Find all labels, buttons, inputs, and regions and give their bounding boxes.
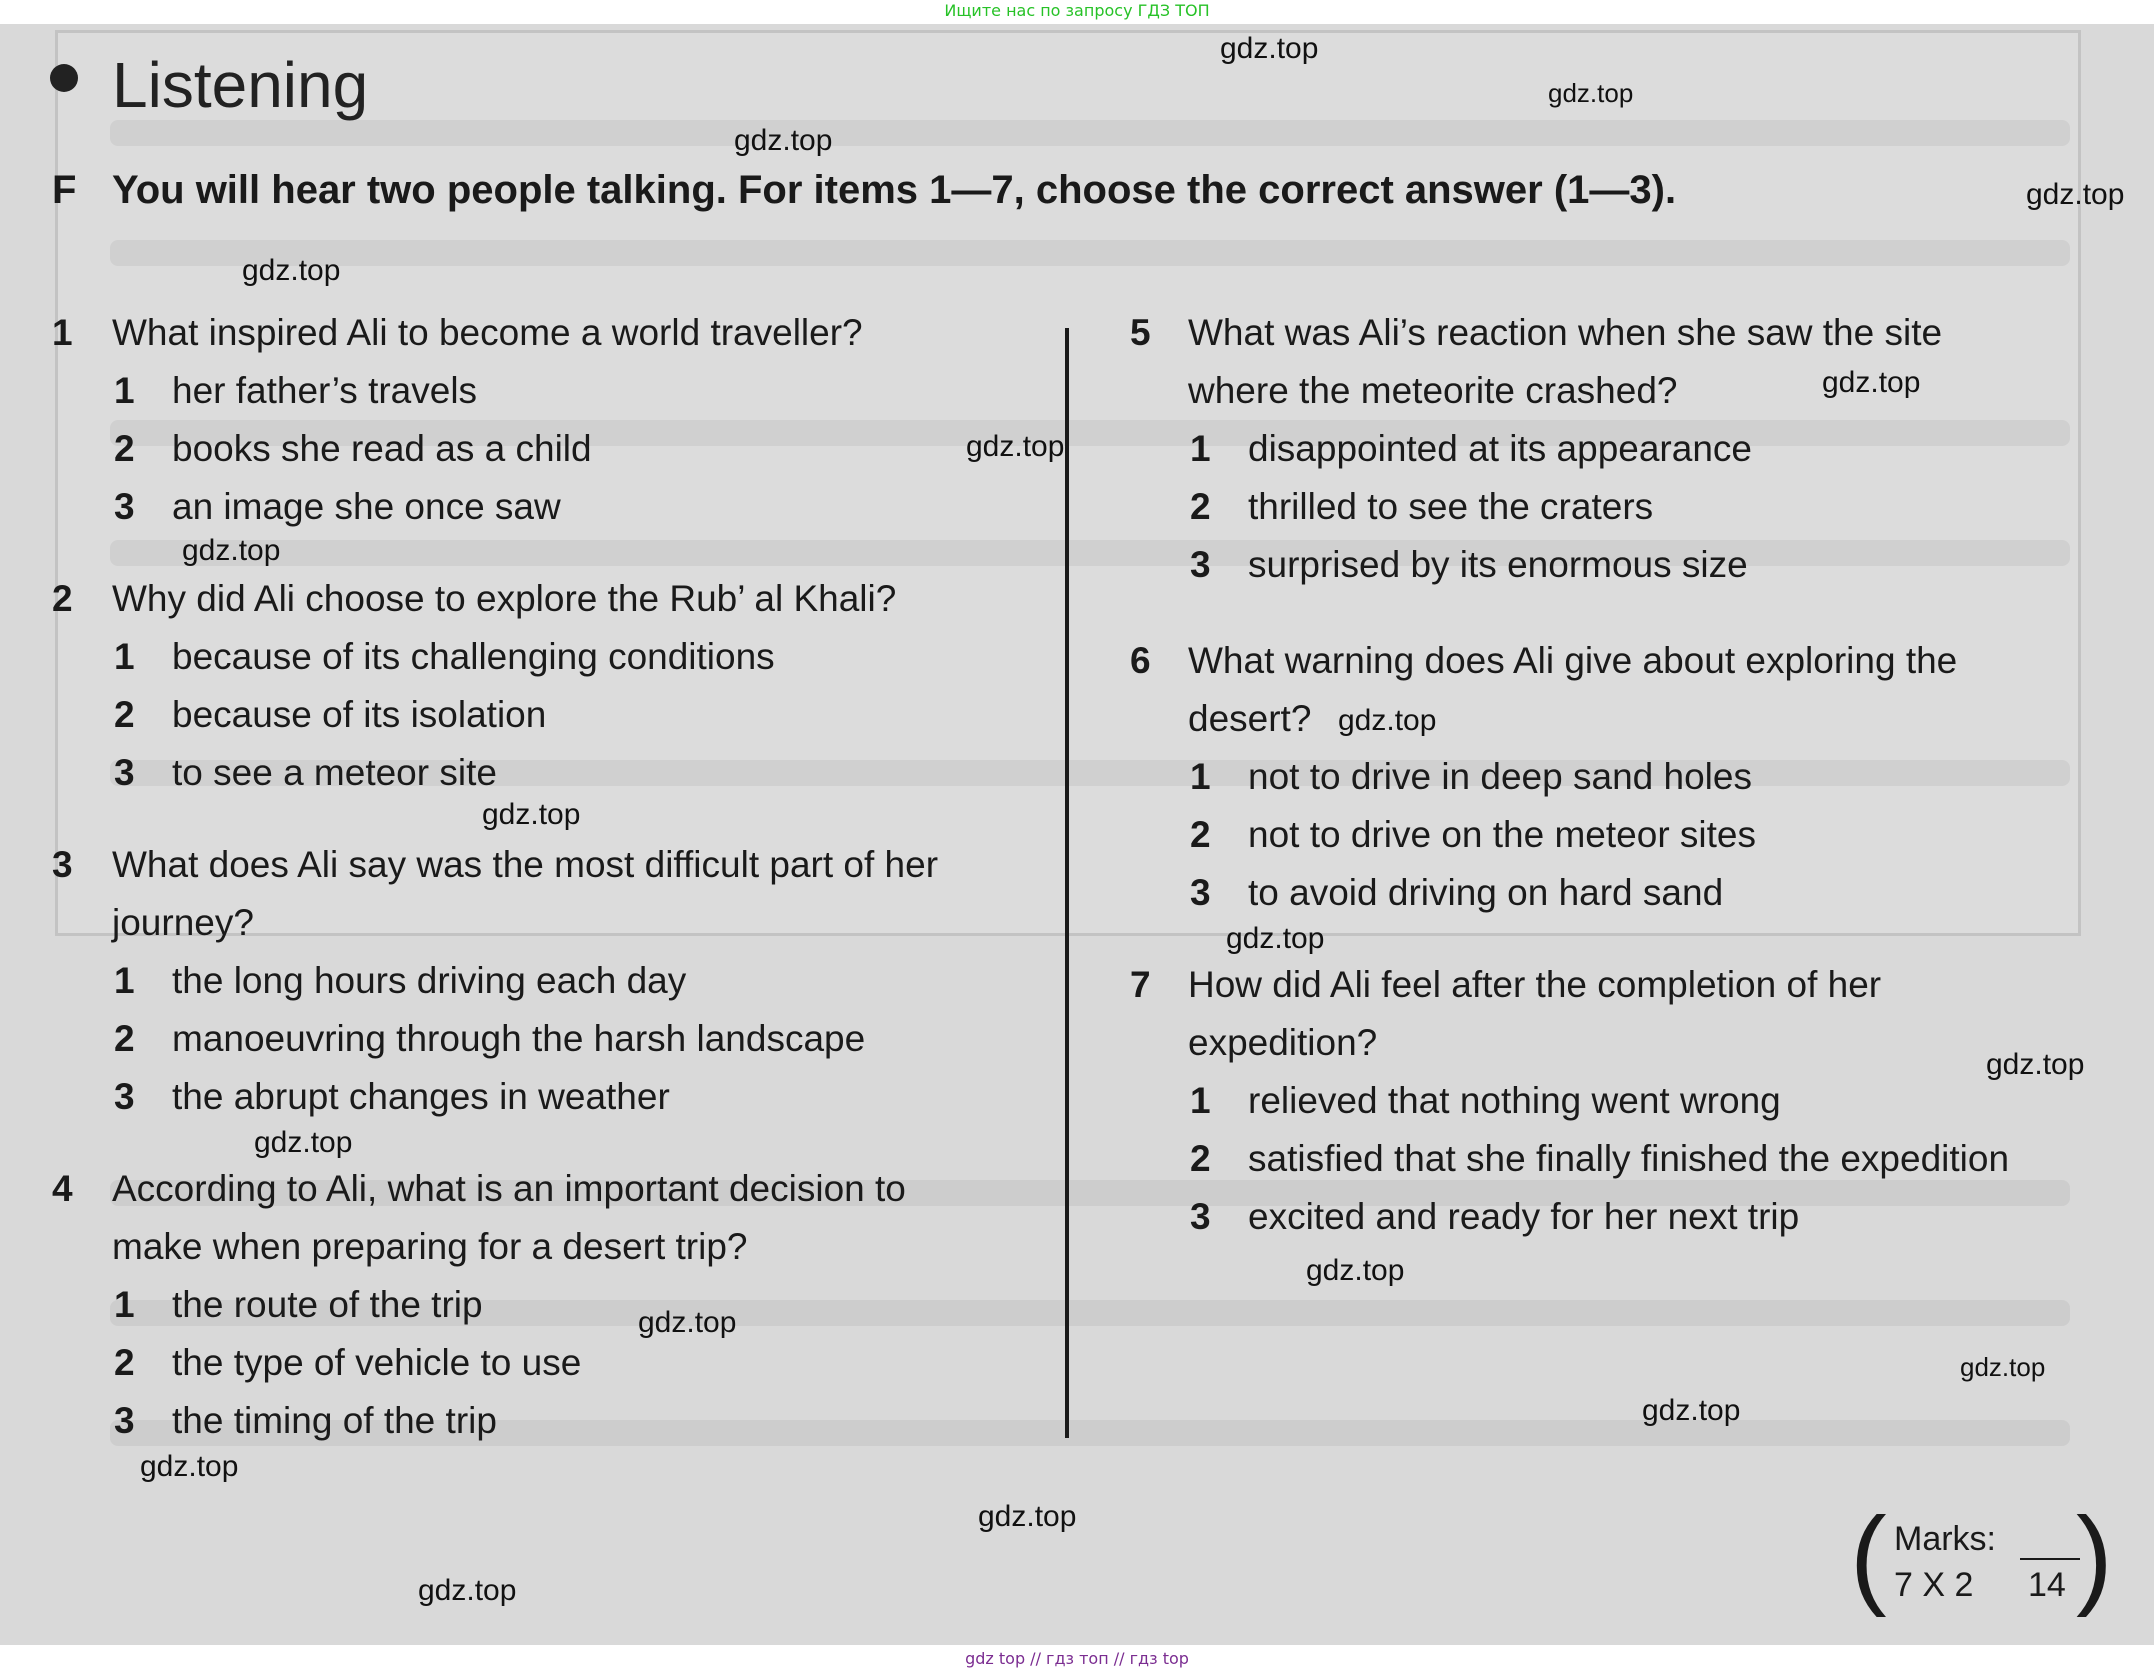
section-title: Listening <box>112 49 369 121</box>
watermark: gdz.top <box>242 254 341 287</box>
option-number: 1 <box>1190 1080 1211 1121</box>
bottom-banner[interactable]: gdz top // гдз топ // гдз top <box>0 1645 2154 1673</box>
option-number: 3 <box>1190 1196 1211 1237</box>
watermark: gdz.top <box>182 534 281 567</box>
option-number: 2 <box>114 694 135 735</box>
option-text: an image she once saw <box>172 486 561 527</box>
question-text-line-1: What warning does Ali give about exploring the <box>1188 640 1958 681</box>
question-text-line-2: desert? <box>1188 698 1312 739</box>
question-number: 2 <box>52 578 73 619</box>
watermark: gdz.top <box>1220 32 1319 65</box>
marks-label: Marks: <box>1894 1520 1996 1558</box>
watermark: gdz.top <box>2026 178 2125 211</box>
option-number: 2 <box>114 1018 135 1059</box>
task-letter: F <box>52 168 77 212</box>
watermark: gdz.top <box>734 124 833 157</box>
question-text: Why did Ali choose to explore the Rub’ al Khali? <box>112 578 897 619</box>
question-number: 7 <box>1130 964 1151 1005</box>
question-number: 5 <box>1130 312 1151 353</box>
watermark: gdz.top <box>254 1126 353 1159</box>
marks-formula: 7 X 2 <box>1894 1566 1974 1604</box>
watermark: gdz.top <box>418 1574 517 1607</box>
option-text: not to drive on the meteor sites <box>1248 814 1756 855</box>
option-text: the timing of the trip <box>172 1400 497 1441</box>
watermark: gdz.top <box>1306 1254 1405 1287</box>
option-text: to see a meteor site <box>172 752 497 793</box>
question-number: 4 <box>52 1168 73 1209</box>
option-text: the type of vehicle to use <box>172 1342 582 1383</box>
option-number: 3 <box>1190 872 1211 913</box>
option-text: thrilled to see the craters <box>1248 486 1654 527</box>
marks-total: 14 <box>2028 1566 2066 1604</box>
option-text: because of its isolation <box>172 694 547 735</box>
option-number: 1 <box>114 960 135 1001</box>
question-text-line-2: where the meteorite crashed? <box>1188 370 1678 411</box>
option-text: books she read as a child <box>172 428 592 469</box>
watermark: gdz.top <box>1960 1352 2046 1382</box>
watermark: gdz.top <box>638 1306 737 1339</box>
option-number: 1 <box>114 370 135 411</box>
column-divider <box>1065 328 1069 1438</box>
marks-box <box>1850 1495 2113 1618</box>
option-text: because of its challenging conditions <box>172 636 775 677</box>
ghost-line <box>110 120 2070 146</box>
watermark: gdz.top <box>140 1450 239 1483</box>
left-parenthesis: ( <box>1850 1495 1887 1618</box>
option-number: 2 <box>1190 814 1211 855</box>
option-text: manoeuvring through the harsh landscape <box>172 1018 866 1059</box>
option-text: not to drive in deep sand holes <box>1248 756 1752 797</box>
option-number: 1 <box>114 1284 135 1325</box>
watermark: gdz.top <box>978 1500 1077 1533</box>
question-text-line-2: expedition? <box>1188 1022 1378 1063</box>
option-text: the route of the trip <box>172 1284 483 1325</box>
option-number: 2 <box>114 1342 135 1383</box>
watermark: gdz.top <box>1226 922 1325 955</box>
option-number: 1 <box>1190 428 1211 469</box>
option-text: to avoid driving on hard sand <box>1248 872 1724 913</box>
option-text: her father’s travels <box>172 370 478 411</box>
option-text: disappointed at its appearance <box>1248 428 1752 469</box>
task-instruction: You will hear two people talking. For items 1—7, choose the correct answer (1—3). <box>112 168 1677 212</box>
watermark: gdz.top <box>482 798 581 831</box>
watermark: gdz.top <box>1338 704 1437 737</box>
option-text: surprised by its enormous size <box>1248 544 1748 585</box>
option-number: 2 <box>1190 1138 1211 1179</box>
option-text: the long hours driving each day <box>172 960 687 1001</box>
option-number: 2 <box>1190 486 1211 527</box>
option-text: satisfied that she finally finished the expedition <box>1248 1138 2010 1179</box>
marks-line <box>2020 1558 2080 1560</box>
option-number: 1 <box>1190 756 1211 797</box>
question-text-line-1: According to Ali, what is an important decision to <box>112 1168 906 1209</box>
question-text-line-1: What does Ali say was the most difficult part of her <box>112 844 939 885</box>
watermark: gdz.top <box>1642 1394 1741 1427</box>
option-number: 1 <box>114 636 135 677</box>
watermark: gdz.top <box>1548 78 1634 108</box>
question-number: 1 <box>52 312 73 353</box>
question-text-line-1: How did Ali feel after the completion of her <box>1188 964 1882 1005</box>
option-number: 3 <box>114 1400 135 1441</box>
ghost-line <box>110 240 2070 266</box>
question-text-line-2: make when preparing for a desert trip? <box>112 1226 748 1267</box>
watermark: gdz.top <box>1986 1048 2085 1081</box>
question-text-line-1: What was Ali’s reaction when she saw the site <box>1188 312 1943 353</box>
option-number: 3 <box>114 1076 135 1117</box>
watermark: gdz.top <box>1822 366 1921 399</box>
question-text: What inspired Ali to become a world traveller? <box>112 312 863 353</box>
question-number: 3 <box>52 844 73 885</box>
option-text: excited and ready for her next trip <box>1248 1196 1800 1237</box>
ghost-line <box>110 540 2070 566</box>
top-banner[interactable]: Ищите нас по запросу ГДЗ ТОП <box>0 0 2154 24</box>
question-text-line-2: journey? <box>112 902 254 943</box>
option-number: 2 <box>114 428 135 469</box>
option-text: the abrupt changes in weather <box>172 1076 670 1117</box>
bullet-icon <box>50 64 78 92</box>
right-parenthesis: ) <box>2076 1495 2113 1618</box>
watermark: gdz.top <box>966 430 1065 463</box>
question-number: 6 <box>1130 640 1151 681</box>
option-text: relieved that nothing went wrong <box>1248 1080 1781 1121</box>
option-number: 3 <box>1190 544 1211 585</box>
option-number: 3 <box>114 486 135 527</box>
option-number: 3 <box>114 752 135 793</box>
